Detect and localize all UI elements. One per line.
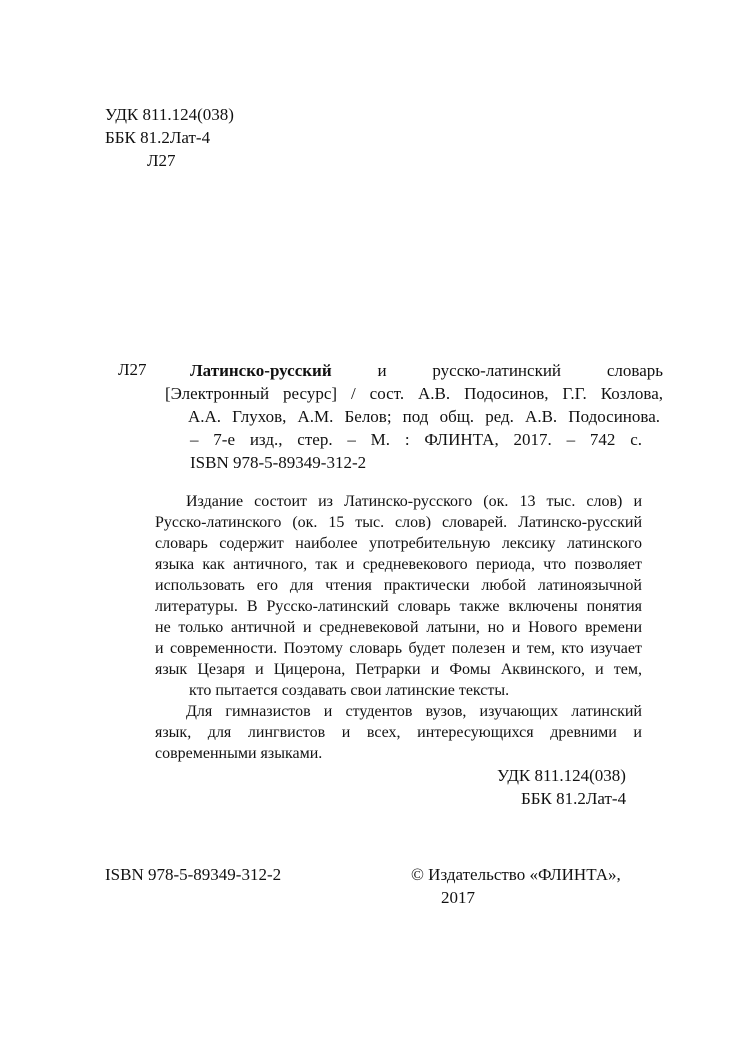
author-mark: Л27 [147,151,176,170]
catalog-description [165,359,663,474]
title-rest: и русско-латинский словарь [377,361,663,380]
copyright-year: 2017 [441,888,475,907]
annotation-line: язык Цезаря и Цицерона, Петрарки и Фомы Аквинского, и тем, [155,661,642,678]
footer-udk-code: УДК 811.124(038) [497,766,626,785]
catalog-line: А.А. Глухов, А.М. Белов; под общ. ред. А.В. Подосинова. [188,407,660,426]
annotation-line: не только античной и средневековой латыни, но и Нового времени [155,619,642,636]
annotation-line: язык, для лингвистов и всех, интересующихся древними и [155,724,642,741]
catalog-isbn: ISBN 978-5-89349-312-2 [190,453,367,472]
annotation-line: использовать его для чтения практически любой латиноязычной [155,577,642,594]
catalog-line: – 7-е изд., стер. – М. : ФЛИНТА, 2017. – 742 с. [190,430,642,449]
annotation-line: языка как античного, так и средневекового периода, что позволяет [155,556,642,573]
annotation-line: Русско-латинского (ок. 15 тыс. слов) словарей. Латинско-русский [155,514,642,531]
annotation-line: современными языками. [155,745,323,762]
title-bold: Латинско-русский [190,361,332,380]
annotation-line: и современности. Поэтому словарь будет полезен и тем, кто изучает [155,640,642,657]
annotation-line: кто пытается создавать свои латинские тексты. [189,682,510,699]
annotation-line: Издание состоит из Латинско-русского (ок. 13 тыс. слов) и [186,493,642,510]
udk-code: УДК 811.124(038) [105,105,234,124]
catalog-title-line [190,359,663,382]
catalog-author-mark: Л27 [118,360,147,379]
annotation [155,491,642,764]
annotation-line: литературы. В Русско-латинский словарь также включены понятия [155,598,642,615]
catalog-line: [Электронный ресурс] / сост. А.В. Подосинов, Г.Г. Козлова, [165,384,663,403]
footer-bbk-code: ББК 81.2Лат-4 [521,789,627,808]
annotation-line: словарь содержит наиболее употребительную лексику латинского [155,535,642,552]
imprint-isbn: ISBN 978-5-89349-312-2 [105,865,282,884]
copyright-line: © Издательство «ФЛИНТА», [411,865,621,884]
annotation-line: Для гимназистов и студентов вузов, изучающих латинский [186,703,642,720]
bbk-code: ББК 81.2Лат-4 [105,128,211,147]
